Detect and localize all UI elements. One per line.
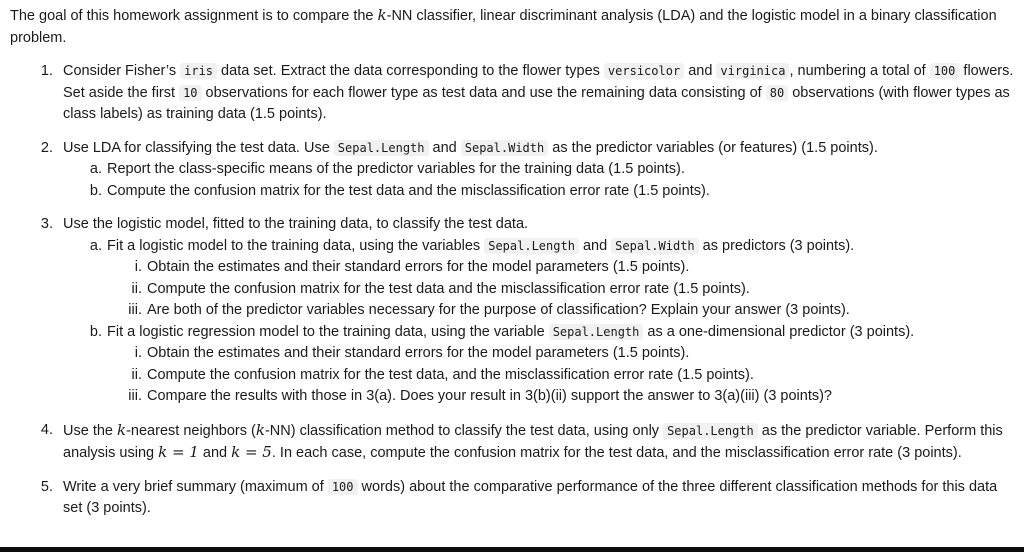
text: and <box>684 63 717 79</box>
question-1-body <box>63 61 1014 126</box>
text: Consider Fisher’s <box>63 63 181 79</box>
sub-marker: b. <box>89 323 102 340</box>
question-5-body <box>63 477 1014 520</box>
code-10: 10 <box>179 85 201 101</box>
math-k: k <box>377 6 387 24</box>
sub-text <box>107 236 1014 258</box>
text: and <box>578 237 612 254</box>
text: Use the <box>63 422 117 439</box>
sub-marker: iii. <box>128 388 142 404</box>
question-3a-ii <box>63 279 1014 301</box>
sub-text: Compare the results with those in 3(a). Does your result in 3(b)(ii) support the answer to 3(a)(iii) (3 points)? <box>147 388 832 404</box>
code-sepal-length: Sepal.Length <box>334 140 429 156</box>
sub-text: Compute the confusion matrix for the test data, and the misclassification error rate (1.5 points). <box>147 366 754 383</box>
text: and <box>428 139 461 156</box>
question-2a <box>63 159 1014 181</box>
sub-text <box>107 322 1014 344</box>
code-sepal-width: Sepal.Width <box>461 140 548 156</box>
sub-marker: i. <box>134 259 142 275</box>
code-sepal-length: Sepal.Length <box>549 324 644 340</box>
sub-marker: b. <box>89 182 102 199</box>
text: , numbering a total of <box>789 63 930 79</box>
question-4 <box>10 420 1014 465</box>
text: observations for each flower type as test data and use the remaining data consisting of <box>201 84 766 101</box>
sub-text: Are both of the predictor variables necessary for the purpose of classification? Explain your answer (3 points). <box>147 302 850 318</box>
question-1 <box>10 61 1014 126</box>
intro-text: -NN classifier, linear discriminant analysis (LDA) and the logistic model in a binary classification problem. <box>10 8 997 46</box>
sub-text: Obtain the estimates and their standard errors for the model parameters (1.5 points). <box>147 259 690 275</box>
question-2 <box>10 138 1014 203</box>
text: data set. Extract the data corresponding to the flower types <box>217 63 604 79</box>
text: Fit a logistic model to the training data, using the variables <box>107 237 485 254</box>
math-k-equals-5: k = 5 <box>231 443 272 461</box>
code-sepal-length: Sepal.Length <box>663 423 758 439</box>
code-versicolor: versicolor <box>604 63 684 79</box>
sub-marker: iii. <box>128 302 142 318</box>
text: words) about the comparative performance of the three different classification methods for this data set (3 points). <box>63 478 998 516</box>
math-k-equals-1: k = 1 <box>158 443 199 461</box>
question-2b <box>63 181 1014 203</box>
code-80: 80 <box>766 85 788 101</box>
sub-text: Obtain the estimates and their standard errors for the model parameters (1.5 points). <box>147 345 690 361</box>
question-number: 2. <box>40 139 53 156</box>
question-number: 1. <box>40 63 53 79</box>
code-virginica: virginica <box>716 63 789 79</box>
text: as a one-dimensional predictor (3 points). <box>643 323 915 340</box>
question-3a <box>63 236 1014 258</box>
text: Use LDA for classifying the test data. Use <box>63 139 334 156</box>
text: as the predictor variable. Perform this analysis using <box>63 422 1003 461</box>
question-3a-i <box>63 257 1014 279</box>
sub-marker: ii. <box>131 280 142 297</box>
text: as predictors (3 points). <box>698 237 855 254</box>
text: observations (with flower types as class labels) as training data (1.5 points). <box>63 84 1010 122</box>
sub-text: Report the class-specific means of the predictor variables for the training data (1.5 points). <box>107 161 685 177</box>
question-4-body <box>63 420 1014 465</box>
math-k: k <box>255 420 265 439</box>
text: Write a very brief summary (maximum of <box>63 478 328 495</box>
question-5 <box>10 477 1014 520</box>
question-3-body <box>63 214 1014 408</box>
sub-text: Compute the confusion matrix for the test data and the misclassification error rate (1.5 points). <box>147 280 750 297</box>
text: -nearest neighbors ( <box>126 422 256 439</box>
code-sepal-width: Sepal.Width <box>611 238 698 254</box>
question-number: 3. <box>40 216 53 232</box>
question-2-stem <box>63 138 1014 160</box>
sub-marker: a. <box>89 237 102 254</box>
question-3b-ii <box>63 365 1014 387</box>
intro-paragraph <box>10 5 1014 49</box>
math-k: k <box>117 420 127 439</box>
intro-text: The goal of this homework assignment is to compare the <box>10 8 378 24</box>
question-3 <box>10 214 1014 408</box>
text: and <box>198 445 232 461</box>
sub-marker: a. <box>89 161 102 177</box>
text: Fit a logistic regression model to the training data, using the variable <box>107 323 549 340</box>
question-3-stem: Use the logistic model, fitted to the training data, to classify the test data. <box>63 216 529 232</box>
sub-text: Compute the confusion matrix for the test data and the misclassification error rate (1.5 points). <box>107 182 710 199</box>
question-3b <box>63 322 1014 344</box>
sub-marker: ii. <box>131 366 142 383</box>
question-3b-iii <box>63 386 1014 408</box>
question-2-body <box>63 138 1014 203</box>
code-100: 100 <box>328 479 358 495</box>
bottom-divider <box>0 547 1024 552</box>
text: flowers. Set aside the first <box>63 63 1014 101</box>
text: . In each case, compute the confusion matrix for the test data, and the misclassification error rate (3 points). <box>271 445 962 461</box>
text: as the predictor variables (or features) (1.5 points). <box>548 139 878 156</box>
sub-marker: i. <box>134 345 142 361</box>
code-iris: iris <box>180 63 217 79</box>
code-sepal-length: Sepal.Length <box>484 238 579 254</box>
assignment-document <box>10 5 1014 532</box>
question-number: 5. <box>40 478 53 495</box>
question-3a-iii <box>63 300 1014 322</box>
question-number: 4. <box>40 421 53 438</box>
question-3b-i <box>63 343 1014 365</box>
code-100: 100 <box>930 63 960 79</box>
text: -NN) classification method to classify the test data, using only <box>264 422 664 439</box>
